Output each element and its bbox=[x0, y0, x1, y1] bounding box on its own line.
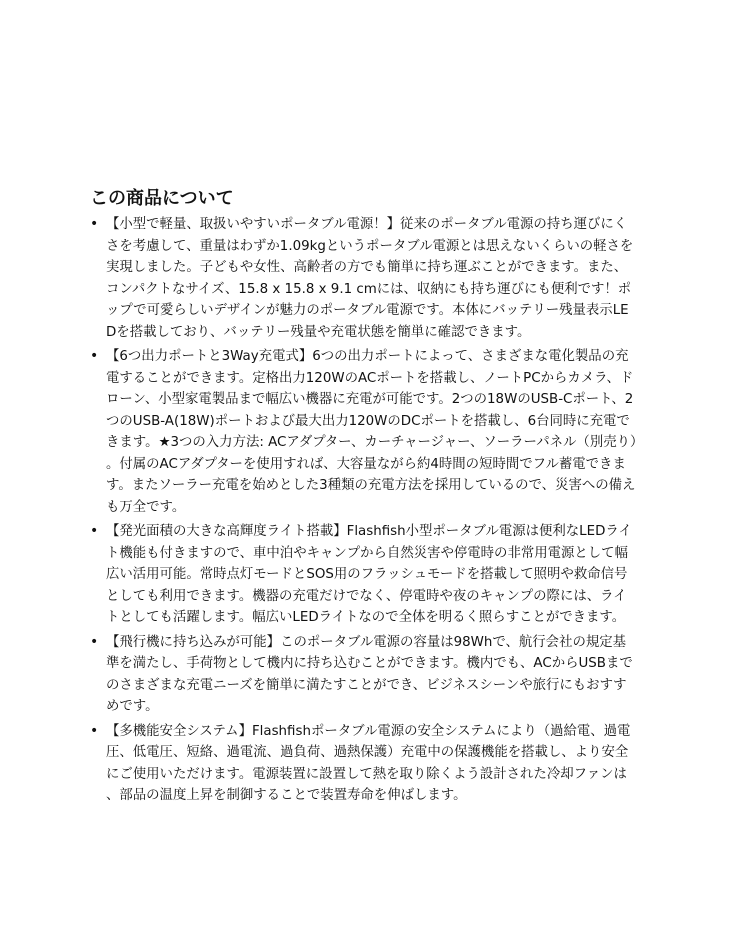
bullet-icon: • bbox=[90, 348, 99, 364]
list-item bbox=[90, 521, 638, 629]
bullet-icon: • bbox=[90, 633, 99, 650]
list-item bbox=[90, 632, 638, 718]
list-item bbox=[90, 346, 638, 518]
section-title: この商品について bbox=[90, 188, 234, 209]
list-item bbox=[90, 721, 638, 807]
product-features-section bbox=[90, 186, 638, 810]
feature-text: 【多機能安全システム】Flashfishポータブル電源の安全システムにより（過給電、過電圧、低電圧、短絡、過電流、過負荷、過熱保護）充電中の保護機能を搭載し、より安全にご使用いただけます。電源装置に設置して熱を取り除くよう設計された冷却ファンは、部品の温度上昇を制御することで装置寿命を伸ばします。 bbox=[106, 723, 631, 803]
feature-list bbox=[90, 214, 638, 807]
feature-text: 【6つ出力ポートと3Way充電式】6つの出力ポートによって、さまざまな電化製品の充電することができます。定格出力120WのACポートを搭載し、ノートPCからカメラ、ドローン、小型家電製品まで幅広い機器に充電が可能です。2つの18WのUSB-Cポート、2つのUSB-A(18W)ポートおよび最大出力120WのDCポートを搭載し、6台同時に充電できます。★3つの入力方法: ACアダプター、カーチャージャー、ソーラーパネル（別売り）。付属のACアダプターを使用すれば、大容量ながら約4時間の短時間でフル蓄電できます。またソーラー充電を始めとした3種類の充電方法を採用しているので、災害への備えも万全です。 bbox=[106, 349, 637, 515]
bullet-icon: • bbox=[90, 722, 99, 739]
bullet-icon: • bbox=[90, 523, 99, 539]
feature-text: 【発光面積の大きな高輝度ライト搭載】Flashfish小型ポータブル電源は便利なLEDライト機能も付きますので、車中泊やキャンプから自然災害や停電時の非常用電源として幅広い活用可能。常時点灯モードとSOS用のフラッシュモードを搭載して照明や救命信号としても利用できます。機器の充電だけでなく、停電時や夜のキャンプの際には、ライトとしても活躍します。幅広いLEDライトなので全体を明るく照らすことができます。 bbox=[106, 524, 632, 625]
list-item bbox=[90, 214, 638, 343]
bullet-icon: • bbox=[90, 216, 99, 232]
feature-text: 【小型で軽量、取扱いやすいポータブル電源！】従来のポータブル電源の持ち運びにくさを考慮して、重量はわずか1.09kgというポータブル電源とは思えないくらいの軽さを実現しました。子どもや女性、高齢者の方でも簡単に持ち運ぶことができます。また、コンパクトなサイズ、15.8 x 15.8 x 9.1 cmには、収納にも持ち運びにも便利です！ポップで可愛らしいデザインが魅力のポータブル電源です。本体にバッテリー残量表示LEDを搭載しており、バッテリー残量や充電状態を簡単に確認できます。 bbox=[106, 217, 634, 340]
feature-text: 【飛行機に持ち込みが可能】このポータブル電源の容量は98Whで、航行会社の規定基準を満たし、手荷物として機内に持ち込むことができます。機内でも、ACからUSBまでのさまざまな充電ニーズを簡単に満たすことができ、ビジネスシーンや旅行にもおすすめです。 bbox=[106, 634, 633, 714]
